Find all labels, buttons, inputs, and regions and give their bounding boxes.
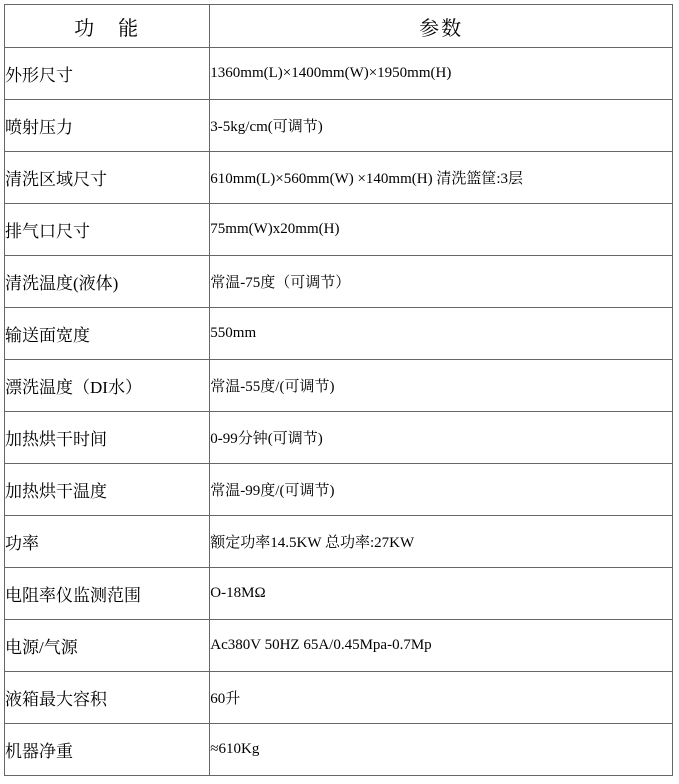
cell-function: 功率 <box>5 516 210 568</box>
cell-function: 加热烘干温度 <box>5 464 210 516</box>
table-header <box>5 5 673 48</box>
cell-parameter: 常温-75度（可调节） <box>210 256 673 308</box>
table-row <box>5 724 673 776</box>
cell-parameter: O-18MΩ <box>210 568 673 620</box>
cell-function: 清洗区域尺寸 <box>5 152 210 204</box>
cell-parameter: 610mm(L)×560mm(W) ×140mm(H) 清洗篮筐:3层 <box>210 152 673 204</box>
cell-parameter: 3-5kg/cm(可调节) <box>210 100 673 152</box>
cell-function: 加热烘干时间 <box>5 412 210 464</box>
cell-function: 漂洗温度（DI水） <box>5 360 210 412</box>
cell-parameter: 常温-99度/(可调节) <box>210 464 673 516</box>
cell-parameter: 60升 <box>210 672 673 724</box>
table-row <box>5 256 673 308</box>
cell-function: 液箱最大容积 <box>5 672 210 724</box>
specifications-table <box>4 4 673 776</box>
table-row <box>5 204 673 256</box>
cell-parameter: 1360mm(L)×1400mm(W)×1950mm(H) <box>210 48 673 100</box>
table-row <box>5 152 673 204</box>
cell-function: 输送面宽度 <box>5 308 210 360</box>
column-header-function: 功 能 <box>5 5 210 48</box>
table-row <box>5 672 673 724</box>
column-header-parameter: 参数 <box>210 5 673 48</box>
cell-parameter: ≈610Kg <box>210 724 673 776</box>
table-row <box>5 100 673 152</box>
table-row <box>5 620 673 672</box>
cell-function: 电阻率仪监测范围 <box>5 568 210 620</box>
cell-parameter: 额定功率14.5KW 总功率:27KW <box>210 516 673 568</box>
cell-function: 清洗温度(液体) <box>5 256 210 308</box>
table-row <box>5 412 673 464</box>
cell-function: 外形尺寸 <box>5 48 210 100</box>
table-header-row <box>5 5 673 48</box>
cell-function: 喷射压力 <box>5 100 210 152</box>
cell-parameter: 0-99分钟(可调节) <box>210 412 673 464</box>
table-row <box>5 464 673 516</box>
table-row <box>5 308 673 360</box>
cell-function: 机器净重 <box>5 724 210 776</box>
cell-parameter: 550mm <box>210 308 673 360</box>
cell-parameter: 常温-55度/(可调节) <box>210 360 673 412</box>
table-row <box>5 568 673 620</box>
cell-parameter: 75mm(W)x20mm(H) <box>210 204 673 256</box>
cell-parameter: Ac380V 50HZ 65A/0.45Mpa-0.7Mp <box>210 620 673 672</box>
table-row <box>5 48 673 100</box>
table-row <box>5 360 673 412</box>
cell-function: 排气口尺寸 <box>5 204 210 256</box>
table-row <box>5 516 673 568</box>
cell-function: 电源/气源 <box>5 620 210 672</box>
table-body <box>5 48 673 776</box>
